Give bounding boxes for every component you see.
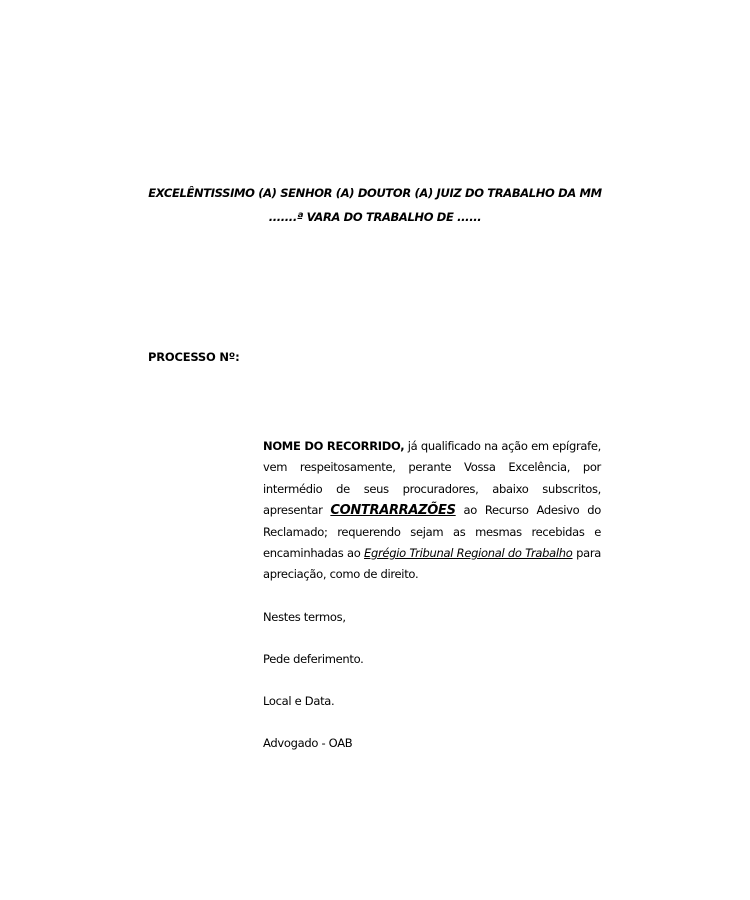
closing-terms: Nestes termos, xyxy=(263,609,346,624)
closing-section xyxy=(263,607,601,775)
petition-text-2: ao Recurso Adesivo do Reclamado; requerendo sejam as mesmas recebidas e encaminhadas ao xyxy=(263,503,601,561)
closing-signature: Advogado - OAB xyxy=(263,735,353,750)
petition-text-3: para apreciação, como de direito. xyxy=(263,546,601,582)
document-heading xyxy=(120,181,630,229)
party-name: NOME DO RECORRIDO, xyxy=(263,439,405,453)
processo-label: PROCESSO Nº: xyxy=(148,350,240,364)
closing-request: Pede deferimento. xyxy=(263,651,364,666)
court-name: Egrégio Tribunal Regional do Trabalho xyxy=(364,546,573,561)
closing-place-date: Local e Data. xyxy=(263,693,335,708)
petition-text-1: já qualificado na ação em epígrafe, vem respeitosamente, perante Vossa Excelência, por intermédio de seus procuradores, abaixo subscritos, apresentar xyxy=(263,439,602,518)
heading-line-1: EXCELÊNTISSIMO (A) SENHOR (A) DOUTOR (A) JUIZ DO TRABALHO DA MM xyxy=(148,186,602,200)
petition-paragraph xyxy=(263,436,601,586)
contrarrazoes-emphasis: CONTRARRAZÕES xyxy=(330,503,456,519)
petition-body xyxy=(263,436,601,775)
heading-line-2: .......ª VARA DO TRABALHO DE ...... xyxy=(268,210,482,224)
